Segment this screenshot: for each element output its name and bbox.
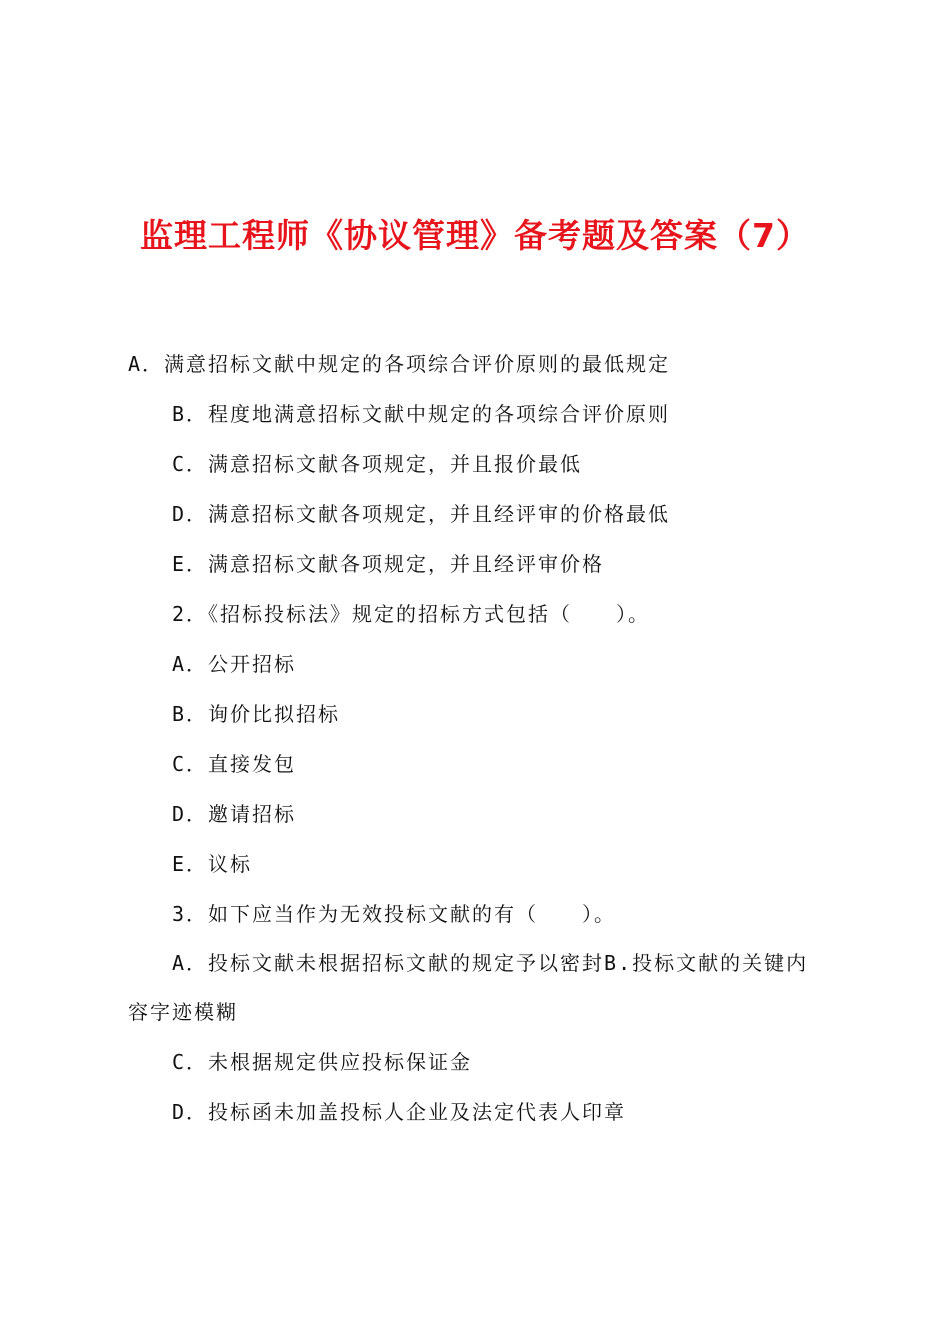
option-line: C．直接发包 <box>172 752 297 776</box>
option-line: C．未根据规定供应投标保证金 <box>172 1050 473 1074</box>
option-line: B．程度地满意招标文献中规定的各项综合评价原则 <box>172 402 671 426</box>
option-line: D．投标函未加盖投标人企业及法定代表人印章 <box>172 1100 627 1124</box>
option-line: D．满意招标文献各项规定，并且经评审的价格最低 <box>172 502 671 526</box>
option-line: E．满意招标文献各项规定，并且经评审价格 <box>172 552 605 576</box>
option-line: A．公开招标 <box>172 652 297 676</box>
option-line: B．询价比拟招标 <box>172 702 341 726</box>
option-line: E．议标 <box>172 852 253 876</box>
document-title: 监理工程师《协议管理》备考题及答案（7） <box>140 216 810 255</box>
question-line: 3．如下应当作为无效投标文献的有（ ）。 <box>172 902 617 926</box>
option-line: A．满意招标文献中规定的各项综合评价原则的最低规定 <box>128 352 671 376</box>
option-line-continuation: 容字迹模糊 <box>128 1000 238 1024</box>
option-line: A．投标文献未根据招标文献的规定予以密封B.投标文献的关键内 <box>172 951 809 975</box>
option-line: C．满意招标文献各项规定，并且报价最低 <box>172 452 583 476</box>
option-line: D．邀请招标 <box>172 802 297 826</box>
question-line: 2．《招标投标法》规定的招标方式包括（ ）。 <box>172 602 651 626</box>
